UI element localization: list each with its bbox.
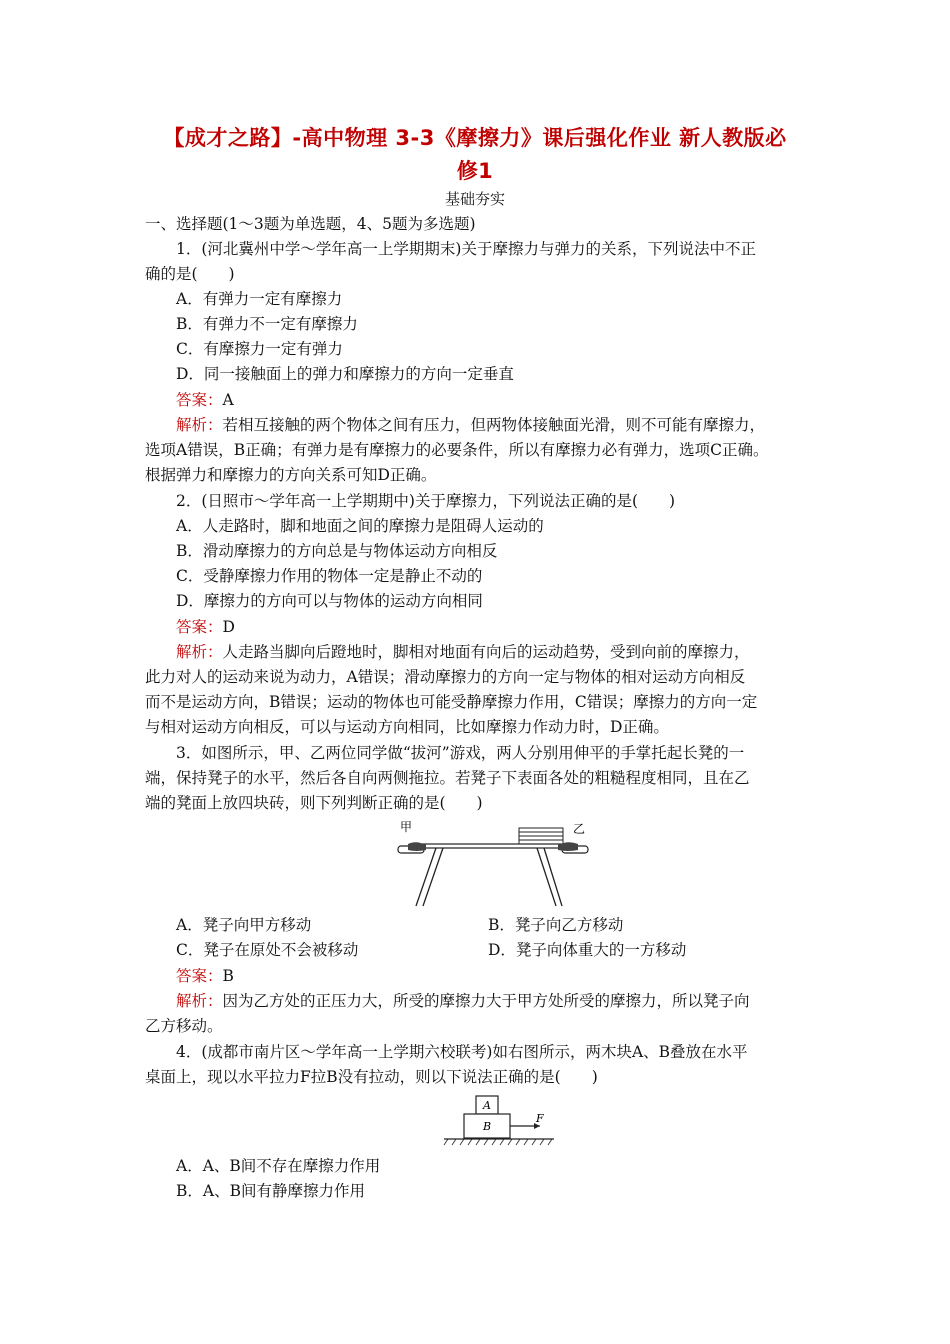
analysis-label: 解析： (176, 643, 223, 661)
q2-analysis-line-2: 此力对人的运动来说为动力，A错误；滑动摩擦力的方向一定与物体的相对运动方向相反 (145, 668, 746, 686)
answer-value: B (222, 967, 234, 985)
q4-stem-line-1: 4．(成都市南片区～学年高一上学期六校联考)如右图所示，两木块A、B叠放在水平 (176, 1043, 748, 1061)
q1-option-c: C．有摩擦力一定有弹力 (176, 340, 343, 358)
page-title-line-2: 修1 (456, 159, 494, 183)
q2-option-a: A．人走路时，脚和地面之间的摩擦力是阻碍人运动的 (176, 517, 544, 535)
q1-stem-line-1: 1．(河北冀州中学～学年高一上学期期末)关于摩擦力与弹力的关系，下列说法中不正 (176, 240, 756, 258)
bench-seat (418, 844, 566, 848)
analysis-text: 因为乙方处的正压力大，所受的摩擦力大于甲方处所受的摩擦力，所以凳子向 (222, 992, 750, 1010)
section-heading: 一、选择题(1～3题为单选题，4、5题为多选题) (145, 215, 476, 233)
q4-option-a: A．A、B间不存在摩擦力作用 (176, 1157, 381, 1175)
analysis-label: 解析： (176, 416, 223, 434)
answer-label: 答案： (176, 967, 223, 985)
ground-hatching (444, 1139, 552, 1145)
q2-option-b: B．滑动摩擦力的方向总是与物体运动方向相反 (176, 542, 498, 560)
page-title-line-1: 【成才之路】-高中物理 3-3《摩擦力》课后强化作业 新人教版必 (163, 126, 787, 150)
analysis-label: 解析： (176, 992, 223, 1010)
q1-option-a: A．有弹力一定有摩擦力 (176, 290, 343, 308)
figure-label-jia: 甲 (400, 820, 413, 834)
left-hand (398, 842, 426, 853)
q3-stem-line-3: 端的凳面上放四块砖，则下列判断正确的是( ) (145, 794, 483, 812)
block-b-label: B (482, 1120, 492, 1133)
q1-analysis-line-1 (176, 414, 765, 436)
answer-value: A (222, 391, 234, 409)
q3-option-a: A．凳子向甲方移动 (176, 916, 312, 934)
q2-analysis-line-1 (176, 641, 750, 663)
blocks-ab-figure (440, 1092, 560, 1152)
answer-label: 答案： (176, 618, 223, 636)
q3-option-d: D．凳子向体重大的一方移动 (488, 941, 687, 959)
q2-option-d: D．摩擦力的方向可以与物体的运动方向相同 (176, 592, 483, 610)
figure-label-yi: 乙 (573, 822, 586, 836)
answer-label: 答案： (176, 391, 223, 409)
q4-option-b: B．A、B间有静摩擦力作用 (176, 1182, 365, 1200)
q3-option-c: C．凳子在原处不会被移动 (176, 941, 359, 959)
analysis-text: 人走路当脚向后蹬地时，脚相对地面有向后的运动趋势，受到向前的摩擦力， (222, 643, 750, 661)
q1-stem-line-2: 确的是( ) (145, 265, 235, 283)
q3-option-b: B．凳子向乙方移动 (488, 916, 624, 934)
q2-analysis-line-3: 而不是运动方向，B错误；运动的物体也可能受静摩擦力作用，C错误；摩擦力的方向一定 (145, 693, 758, 711)
q1-answer (176, 389, 234, 411)
q3-stem-line-2: 端，保持凳子的水平，然后各自向两侧拖拉。若凳子下表面各处的粗糙程度相同，且在乙 (145, 769, 750, 787)
force-label: F (536, 1112, 544, 1125)
q1-option-d: D．同一接触面上的弹力和摩擦力的方向一定垂直 (176, 365, 514, 383)
bench-tug-of-war-figure (386, 818, 596, 910)
q3-answer (176, 965, 234, 987)
q2-answer (176, 616, 235, 638)
q1-analysis-line-2: 选项A错误，B正确；有弹力是有摩擦力的必要条件，所以有摩擦力必有弹力，选项C正确。 (145, 441, 769, 459)
block-a-label: A (483, 1099, 491, 1112)
q3-analysis-line-2: 乙方移动。 (145, 1017, 223, 1035)
section-subtitle: 基础夯实 (444, 190, 505, 208)
q2-option-c: C．受静摩擦力作用的物体一定是静止不动的 (176, 567, 483, 585)
analysis-text: 若相互接触的两个物体之间有压力，但两物体接触面光滑，则不可能有摩擦力， (222, 416, 766, 434)
q2-stem-line-1: 2．(日照市～学年高一上学期期中)关于摩擦力，下列说法正确的是( ) (176, 492, 676, 510)
q2-analysis-line-4: 与相对运动方向相反，可以与运动方向相同，比如摩擦力作动力时，D正确。 (145, 718, 669, 736)
bricks-stack (519, 828, 563, 844)
right-hand (558, 842, 588, 853)
answer-value: D (222, 618, 235, 636)
q1-analysis-line-3: 根据弹力和摩擦力的方向关系可知D正确。 (145, 466, 437, 484)
q3-stem-line-1: 3．如图所示，甲、乙两位同学做“拔河”游戏，两人分别用伸平的手掌托起长凳的一 (176, 744, 745, 762)
q1-option-b: B．有弹力不一定有摩擦力 (176, 315, 358, 333)
q4-stem-line-2: 桌面上，现以水平拉力F拉B没有拉动，则以下说法正确的是( ) (145, 1068, 598, 1086)
q3-analysis-line-1 (176, 990, 750, 1012)
